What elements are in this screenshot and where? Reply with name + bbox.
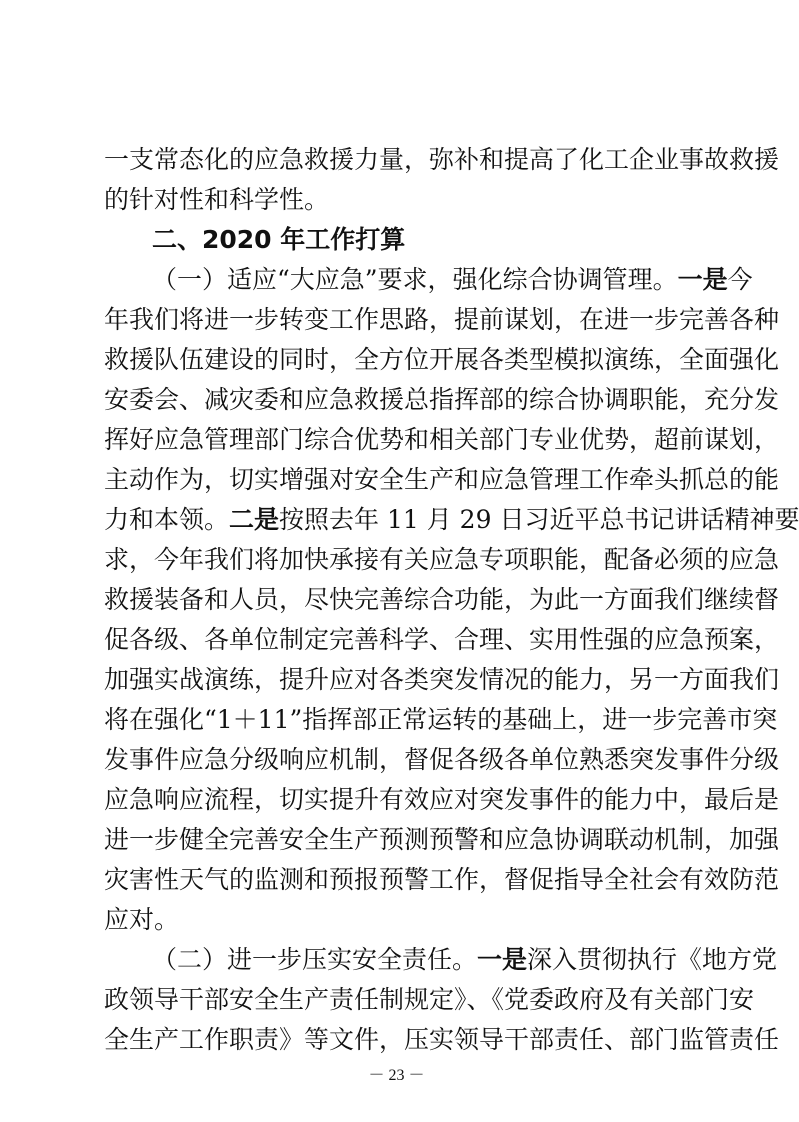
body-line-5: 救援队伍建设的同时，全方位开展各类型模拟演练，全面强化: [104, 345, 780, 374]
body-text: 深入贯彻执行《地方党: [527, 945, 778, 974]
body-line-1: 一支常态化的应急救援力量，弥补和提高了化工企业事故救援: [104, 145, 780, 174]
body-line-3: [152, 260, 753, 300]
body-line-9: [104, 500, 799, 540]
body-line-14: 将在强化“1＋11”指挥部正常运转的基础上，进一步完善市突: [104, 705, 778, 734]
body-line-21: 政领导干部安全生产责任制规定》、《党委政府及有关部门安: [104, 985, 755, 1014]
body-line-17: 进一步健全完善安全生产预测预警和应急协调联动机制，加强: [104, 825, 780, 854]
body-line-7: 挥好应急管理部门综合优势和相关部门专业优势，超前谋划，: [104, 425, 780, 454]
body-line-18: 灾害性天气的监测和预报预警工作，督促指导全社会有效防范: [104, 865, 780, 894]
emphasis-text: 二是: [229, 505, 280, 534]
body-line-15: 发事件应急分级响应机制，督促各级各单位熟悉突发事件分级: [104, 745, 780, 774]
body-line-22: 全生产工作职责》等文件，压实领导干部责任、部门监管责任: [104, 1025, 780, 1054]
body-line-6: 安委会、减灾委和应急救援总指挥部的综合协调职能，充分发: [104, 385, 780, 414]
body-text: 力和本领。: [104, 505, 230, 534]
body-line-2: 的针对性和科学性。: [104, 185, 330, 214]
body-line-16: 应急响应流程，切实提升有效应对突发事件的能力中，最后是: [104, 785, 780, 814]
subheading-text: （二）进一步压实安全责任。: [152, 945, 478, 974]
body-line-8: 主动作为，切实增强对安全生产和应急管理工作牵头抓总的能: [104, 465, 780, 494]
page-number: － 23 －: [368, 1067, 425, 1084]
body-text: 按照去年 11 月 29 日习近平总书记讲话精神要: [279, 505, 799, 534]
body-line-19: 应对。: [104, 905, 180, 934]
emphasis-text: 一是: [677, 265, 728, 294]
emphasis-text: 一是: [477, 945, 528, 974]
section-heading: 二、2020 年工作打算: [152, 225, 406, 254]
body-line-10: 求，今年我们将加快承接有关应急专项职能，配备必须的应急: [104, 545, 780, 574]
body-line-4: 年我们将进一步转变工作思路，提前谋划，在进一步完善各种: [104, 305, 780, 334]
body-line-13: 加强实战演练，提升应对各类突发情况的能力，另一方面我们: [104, 665, 780, 694]
body-line-11: 救援装备和人员，尽快完善综合功能，为此一方面我们继续督: [104, 585, 780, 614]
body-text: 今: [727, 265, 753, 294]
body-line-12: 促各级、各单位制定完善科学、合理、实用性强的应急预案，: [104, 625, 780, 654]
body-line-20: [152, 940, 778, 980]
subheading-text: （一）适应“大应急”要求，强化综合协调管理。: [152, 265, 678, 294]
